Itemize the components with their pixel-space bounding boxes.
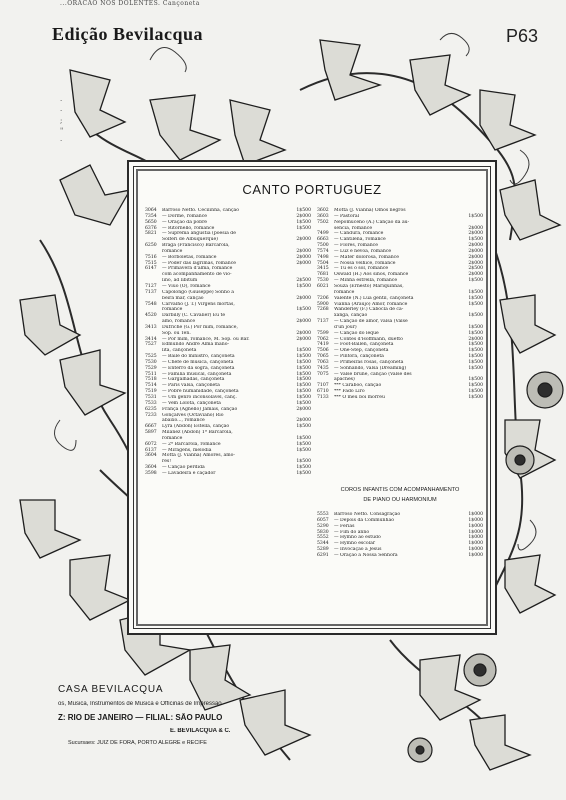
entry-title: — Depois da Communhão [334, 517, 394, 523]
entry-number: 7233 [145, 412, 157, 418]
tendril [440, 33, 469, 56]
catalog-entry [145, 471, 311, 477]
entry-number: 3415 [317, 266, 329, 272]
entry-title: — Primeiras rosas, cançoneta [334, 359, 404, 365]
flower-center [515, 455, 525, 465]
entry-price: 1$500 [468, 330, 483, 336]
leaf [230, 100, 285, 165]
entry-title: — Canção perdida [162, 465, 205, 471]
entry-title: Nepomuceno (A.) Canção da au- [334, 219, 410, 225]
entry-title: Solferi de Albuquerque) [162, 237, 218, 243]
entry-price: 1$500 [296, 383, 311, 389]
entry-title: — One-Step, cançoneta [334, 348, 389, 354]
entry-title: — Suprema angustia (poesia de [162, 231, 236, 237]
entry-title: *** Fado Liró [334, 389, 365, 395]
entry-number: 3064 [145, 208, 157, 213]
entry-title: Capolongo (Giuseppe) Sonho á [162, 289, 234, 295]
entry-price: 1$000 [468, 547, 483, 553]
margin-mark: · [60, 97, 63, 105]
entry-price: 1$000 [468, 512, 483, 517]
entry-title: Edmundo André Alma mano- [162, 342, 230, 348]
entry-title: Sop. ou Ten. [162, 330, 191, 336]
entry-number: 7681 [317, 272, 329, 278]
entry-title: — Chefe de musica, cançoneta [162, 359, 234, 365]
entry-title: — Dorme, romance [162, 213, 207, 219]
entry-number: 5830 [317, 529, 329, 535]
entry-number: 7599 [317, 330, 329, 336]
entry-number: 6291 [317, 552, 329, 558]
entry-title: — Familia musical, cançoneta [162, 371, 232, 377]
entry-number: 3602 [317, 208, 329, 213]
catalog-left-column [145, 208, 311, 477]
entry-number: 3604 [145, 453, 157, 459]
entry-price: 2$500 [468, 266, 483, 272]
leaf [240, 690, 310, 755]
entry-title: — Hymno ao estudo [334, 535, 381, 541]
entry-price: 1$000 [468, 517, 483, 523]
catalog-entry [317, 553, 483, 559]
entry-price: 1$500 [468, 324, 483, 330]
entry-number: 6667 [145, 424, 157, 430]
entry-number: 7506 [317, 348, 329, 354]
entry-title: res! [162, 459, 172, 465]
entry-number: 7500 [317, 243, 329, 249]
leaf [500, 295, 555, 353]
entry-title: lino, ad libitum [162, 278, 198, 284]
entry-price: 2$000 [468, 260, 483, 266]
entry-title: Milanez (Abdon) 1ª Barcarola, [162, 430, 233, 436]
catalog-title: CANTO PORTUGUEZ [242, 182, 382, 197]
entry-title: — Minha estrella, romance [334, 278, 398, 284]
entry-price: 2$000 [468, 254, 483, 260]
entry-number: 6710 [317, 389, 329, 395]
entry-title: lita, cançoneta [162, 348, 197, 354]
entry-price: 1$000 [468, 523, 483, 529]
page-code: P63 [506, 26, 539, 46]
catalog-entry [317, 395, 483, 401]
entry-title: — Borboletas, romance [162, 254, 217, 260]
entry-price: 2$000 [468, 248, 483, 254]
entry-price: 2$500 [296, 278, 311, 284]
entry-number: 6663 [317, 237, 329, 243]
entry-price: 1$500 [468, 348, 483, 354]
entry-number: 6376 [145, 225, 157, 231]
entry-number: 5344 [317, 541, 329, 547]
choirs-list [317, 512, 483, 559]
entry-number: 3598 [145, 470, 157, 476]
entry-title: — Baile do ministro, cançoneta [162, 354, 235, 360]
entry-title: — Candura, romance [334, 231, 384, 237]
entry-price: 1$000 [468, 535, 483, 541]
entry-price: 1$500 [296, 400, 311, 406]
entry-price: 2$000 [296, 213, 311, 219]
entry-title: — Foot-Ballen, cançoneta [334, 342, 394, 348]
entry-title: — Oração da pobre [162, 219, 207, 225]
entry-title: xanga, canção [334, 313, 368, 319]
leaf [60, 165, 130, 225]
entry-price: 2$000 [468, 225, 483, 231]
entry-price: 2$000 [296, 260, 311, 266]
entry-price: 1$500 [468, 377, 483, 383]
entry-title: Lyra (Abdon) Estella, canção [162, 424, 230, 430]
entry-price: 2$000 [296, 418, 311, 424]
entry-number: 7531 [145, 395, 157, 400]
entry-number: 7527 [145, 342, 157, 348]
leaf [70, 555, 130, 620]
entry-number: 5289 [317, 547, 329, 553]
entry-title: — Pintora, cançoneta [334, 354, 384, 360]
entry-price: 1$500 [468, 389, 483, 395]
entry-title: romance [334, 289, 355, 295]
entry-title: d'un jour) [334, 324, 357, 330]
margin-mark: ; [60, 117, 63, 125]
entry-number: 7516 [145, 254, 157, 260]
entry-price: 1$000 [468, 541, 483, 547]
margin-mark: · [60, 107, 63, 115]
entry-title: — Ritornello, romance [162, 225, 215, 231]
entry-title: Souza (Ernesto) Mariquinhas, [334, 283, 404, 289]
margin-mark: · [60, 137, 63, 145]
entry-number: 7107 [317, 383, 329, 389]
entry-number: 3414 [145, 336, 157, 342]
entry-number: 7063 [317, 359, 329, 365]
entry-title: — Tu és o sol, romance [334, 266, 389, 272]
catalog-frame [127, 160, 497, 635]
entry-price: 1$000 [468, 552, 483, 558]
entry-number: 6235 [145, 406, 157, 412]
entry-title: Darbilly (C. Cavalier) Eu te [162, 313, 226, 319]
entry-price: 1$500 [296, 225, 311, 231]
entry-title: — Flores, romance [334, 243, 378, 249]
entry-title: — Por mim, romance, M. Sop. ou Bar. [162, 336, 250, 342]
entry-price: 1$500 [296, 359, 311, 365]
entry-title: — Invocação á Jesus [334, 547, 382, 553]
entry-price: 1$500 [468, 278, 483, 284]
entry-title: Barroso Netto. Consagração [334, 512, 401, 517]
entry-title: — Paris valsa, cançoneta [162, 383, 220, 389]
leaf [320, 40, 380, 100]
entry-number: 7514 [145, 383, 157, 389]
entry-title: — Canção do leque [334, 330, 379, 336]
entry-number: 6021 [317, 283, 329, 289]
entry-price: 1$500 [296, 395, 311, 400]
entry-number: 3603 [317, 213, 329, 219]
entry-number: 7268 [317, 307, 329, 313]
entry-price: 2$000 [468, 243, 483, 249]
entry-number: 7529 [145, 365, 157, 371]
entry-price: 1$500 [468, 313, 483, 319]
entry-title: — Pastoral [334, 213, 360, 219]
entry-title: Wanderley (F.) Cabocla de ca- [334, 307, 404, 313]
entry-price: 1$500 [468, 365, 483, 371]
entry-number: 7435 [317, 365, 329, 371]
entry-price: 1$500 [296, 348, 311, 354]
margin-mark: " [60, 127, 64, 135]
entry-title: França (Agnello) Jamais, canção [162, 406, 238, 412]
entry-price: 1$500 [296, 365, 311, 371]
entry-price: 2$000 [296, 330, 311, 336]
entry-title: Vianna (Araujo) Amor, romance [334, 301, 408, 307]
top-cropped-text: ...ORACAO NOS DOLENTES. Cançoneta [60, 0, 200, 7]
entry-title: — Enterro da sogra, cançoneta [162, 365, 235, 371]
entry-number: 7515 [145, 260, 157, 266]
entry-title: abaixo..., romance [162, 418, 205, 424]
tendril [150, 48, 186, 73]
choirs-subheading: DE PIANO OU HARMONIUM [363, 497, 437, 503]
entry-number: 5821 [145, 231, 157, 237]
entry-price: 1$500 [296, 219, 311, 225]
entry-number: 7354 [145, 213, 157, 219]
entry-title: — Mater dolorosa, romance [334, 254, 399, 260]
entry-title: sencia, romance [334, 225, 373, 231]
entry-title: — Hymno escolar [334, 541, 376, 547]
entry-title: com acompanhamento de vio- [162, 272, 232, 278]
entry-title: — Gargalhadas, cançoneta [162, 377, 225, 383]
entry-number: 6147 [145, 266, 157, 272]
entry-price: 1$500 [468, 395, 483, 400]
entry-price: 2$000 [296, 406, 311, 412]
entry-title: — Nossa velhice, romance [334, 260, 396, 266]
entry-number: 7137 [317, 319, 329, 325]
leaf [70, 70, 125, 137]
flower-center [416, 746, 424, 754]
entry-price: 1$500 [296, 208, 311, 213]
entry-title: romance [162, 435, 183, 441]
entry-number: 4520 [145, 313, 157, 319]
entry-number: 7498 [317, 254, 329, 260]
entry-title: Carvalho (J. T.) Virgens mortas, [162, 301, 235, 307]
entry-price: 1$500 [468, 383, 483, 389]
entry-title: Gonçalves (Octaviano) Rio [162, 412, 224, 418]
entry-title: — Canção de amor, valsa (Valse [334, 319, 408, 325]
entry-price: 1$500 [468, 295, 483, 301]
entry-title: — Primavera d'alma, romance [162, 266, 233, 272]
entry-number: 3604 [145, 465, 157, 471]
entry-price: 2$000 [296, 248, 311, 254]
entry-number: 7137 [145, 289, 157, 295]
entry-price: 2$000 [296, 336, 311, 342]
entry-price: 2$000 [468, 231, 483, 237]
publisher-description: os, Musica, Instrumentos de Musica e Officinas de Impressão [58, 701, 222, 707]
leaf [505, 555, 555, 613]
entry-price: 1$500 [296, 377, 311, 383]
entry-price: 1$000 [468, 529, 483, 535]
leaf [20, 500, 80, 558]
entry-number: 7530 [145, 359, 157, 365]
publisher-name: CASA BEVILACQUA [58, 684, 164, 695]
entry-number: 7062 [317, 336, 329, 342]
leaf [500, 180, 560, 240]
entry-price: 1$500 [468, 354, 483, 360]
entry-price: 2$000 [296, 295, 311, 301]
entry-title: apaches) [334, 377, 355, 383]
entry-price: 1$500 [296, 354, 311, 360]
entry-price: 1$500 [296, 465, 311, 471]
entry-title: beira mar, canção [162, 295, 204, 301]
publisher-brand: Edição Bevilacqua [52, 24, 204, 44]
entry-price: 2$000 [296, 237, 311, 243]
entry-price: 1$500 [296, 424, 311, 430]
entry-title: Valente (N.) Lua gentil, cançoneta [334, 295, 414, 301]
flower-center [538, 383, 552, 397]
entry-title: amo, romance [162, 319, 196, 325]
entry-title: — 2ª Barcarola, romance [162, 441, 221, 447]
entry-number: 7519 [145, 389, 157, 395]
entry-title: — Ferias [334, 523, 355, 529]
entry-title: Braga (Francisco) Barcarola, [162, 243, 230, 249]
entry-number: 6072 [145, 441, 157, 447]
entry-price: 1$500 [296, 389, 311, 395]
entry-title: — Vem Lolota, cançoneta [162, 400, 221, 406]
entry-number: 6250 [145, 243, 157, 249]
entry-number: 7127 [145, 283, 157, 289]
choirs-heading: COROS INFANTIS COM ACOMPANHAMENTO [340, 487, 460, 493]
entry-title: — Poder das lagrimas, romance [162, 260, 237, 266]
entry-number: 7548 [145, 301, 157, 307]
entry-title: — Sonhando, valsa (Dreaming) [334, 365, 407, 371]
entry-title: romance [162, 248, 183, 254]
entry-price: 2$000 [468, 336, 483, 342]
entry-number: 7574 [317, 248, 329, 254]
entry-number: 5552 [317, 535, 329, 541]
entry-number: 6137 [145, 447, 157, 453]
entry-number: 7504 [317, 260, 329, 266]
entry-title: romance [162, 307, 183, 313]
entry-title: — Cantilena, romance [334, 237, 386, 243]
entry-price: 1$500 [296, 441, 311, 447]
entry-number: 5553 [317, 512, 329, 517]
entry-number: 7511 [145, 371, 157, 377]
entry-price: 1$500 [296, 307, 311, 313]
entry-number: 7075 [317, 371, 329, 377]
entry-title: — Um genro inconsolavel, canç. [162, 395, 237, 400]
entry-number: 3413 [145, 324, 157, 330]
entry-price: 1$500 [468, 289, 483, 295]
publisher-firm: E. BEVILACQUA & C. [170, 728, 231, 734]
entry-title: — Lavadeira e caçador [162, 470, 216, 476]
entry-title: — Viuo (O), romance [162, 283, 211, 289]
entry-price: 2$000 [468, 272, 483, 278]
flower-center [474, 664, 486, 676]
entry-title: — Oração á Nossa Senhora [334, 552, 398, 558]
leaf [410, 55, 470, 115]
entry-price: 1$500 [296, 470, 311, 476]
tendril [54, 420, 76, 450]
entry-title: — Pobre humanidade, cançoneta [162, 389, 239, 395]
entry-title: — Contes d'Hoffmann, duetto [334, 336, 403, 342]
catalog-right-column [317, 208, 483, 401]
entry-title: *** O meu boi morreu [334, 395, 385, 400]
entry-price: 1$500 [468, 237, 483, 243]
entry-title: — Miragens, melodia [162, 447, 212, 453]
entry-title: Motta (J. Vianna) Amores, amo- [162, 453, 235, 459]
entry-price: 2$000 [296, 254, 311, 260]
entry-number: 7525 [145, 354, 157, 360]
entry-title: *** Caraboo, canção [334, 383, 382, 389]
leaf [150, 95, 220, 160]
entry-price: 1$500 [468, 342, 483, 348]
entry-title: — Fim do anno [334, 529, 370, 535]
entry-number: 5897 [145, 430, 157, 436]
entry-number: 7499 [317, 231, 329, 237]
entry-price: 1$500 [296, 459, 311, 465]
entry-price: 1$500 [296, 283, 311, 289]
entry-price: 1$500 [296, 435, 311, 441]
entry-number: 7502 [317, 219, 329, 225]
entry-title: Motta (J. Vianna) Olhos negros [334, 208, 406, 213]
entry-number: 7533 [145, 400, 157, 406]
entry-number: 7206 [317, 295, 329, 301]
entry-number: 7133 [317, 395, 329, 400]
entry-number: 7518 [145, 377, 157, 383]
entry-price: 1$500 [468, 301, 483, 307]
entry-title: — Luz e nevoa, romance [334, 248, 392, 254]
entry-title: Barroso Netto. Cecilinha, canção [162, 208, 240, 213]
entry-title: Dufriche (G.) Por mim, romance, [162, 324, 238, 330]
entry-number: 5650 [145, 219, 157, 225]
entry-number: 6057 [317, 517, 329, 523]
entry-price: 1$500 [468, 359, 483, 365]
entry-number: 5900 [317, 301, 329, 307]
leaf [20, 295, 80, 355]
publisher-branches: Sucursaes: JUIZ DE FÓRA, PORTO ALEGRE e RECIFE [68, 740, 207, 746]
leaf [470, 715, 530, 770]
entry-number: 7530 [317, 278, 329, 284]
entry-number: 5290 [317, 523, 329, 529]
publisher-cities: Z: RIO DE JANEIRO — FILIAL: SÃO PAULO [58, 713, 223, 722]
entry-number: 7419 [317, 342, 329, 348]
entry-title: Oswald (H.) Aos sinos, romance [334, 272, 409, 278]
entry-number: 7065 [317, 354, 329, 360]
leaf [60, 350, 125, 415]
entry-price: 2$000 [296, 319, 311, 325]
entry-price: 1$500 [296, 371, 311, 377]
entry-title: — Valse brune, canção (Valse des [334, 371, 412, 377]
entry-price: 1$500 [468, 213, 483, 219]
leaf [480, 90, 535, 150]
entry-price: 1$500 [296, 447, 311, 453]
